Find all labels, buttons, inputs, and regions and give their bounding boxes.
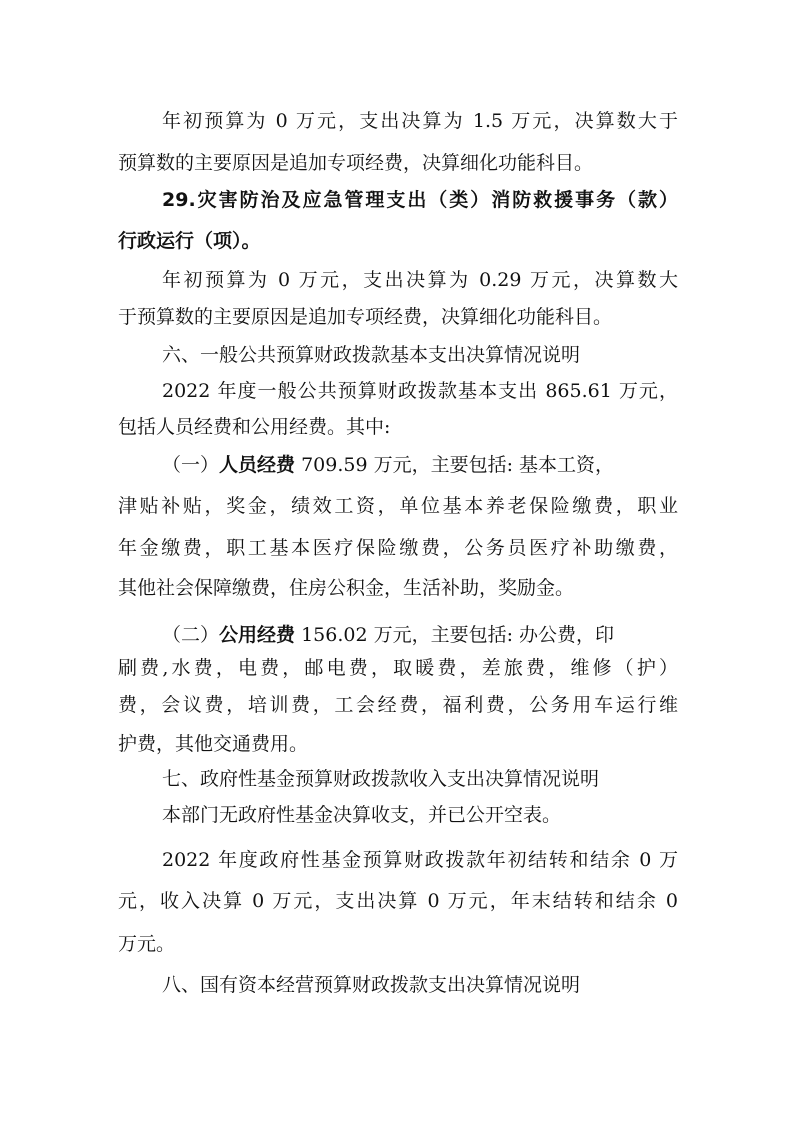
paragraph-line: 于预算数的主要原因是追加专项经费，决算细化功能科目。 [118,306,613,328]
section-heading: 六、一般公共预算财政拨款基本支出决算情况说明 [162,344,581,366]
personnel-expense-label: 人员经费 [219,454,296,476]
paragraph-line: 2022 年度政府性基金预算财政拨款年初结转和结余 0 万 [162,849,678,871]
paragraph-line: 年初预算为 0 万元，支出决算为 0.29 万元，决算数大 [162,269,678,291]
list-prefix: （一） [162,454,220,476]
paragraph-line: 刷费,水费，电费，邮电费，取暖费，差旅费，维修（护） [118,657,678,679]
paragraph-line: 元，收入决算 0 万元，支出决算 0 万元，年末结转和结余 0 [118,890,678,912]
paragraph-line: 预算数的主要原因是追加专项经费，决算细化功能科目。 [118,152,594,174]
paragraph-line: 津贴补贴，奖金，绩效工资，单位基本养老保险缴费，职业 [118,495,678,517]
section-heading: 八、国有资本经营预算财政拨款支出决算情况说明 [162,974,581,996]
list-prefix: （二） [162,624,220,646]
paragraph-line: 其他社会保障缴费，住房公积金，生活补助，奖励金。 [118,577,575,599]
paragraph-line: 年初预算为 0 万元，支出决算为 1.5 万元，决算数大于 [162,110,678,132]
public-expense-text: 156.02 万元，主要包括: 办公费，印 [295,624,615,646]
personnel-expense-line [162,453,678,477]
paragraph-line: 本部门无政府性基金决算收支，并已公开空表。 [162,804,562,826]
personnel-expense-text: 709.59 万元，主要包括: 基本工资， [295,454,615,476]
paragraph-line: 万元。 [118,933,176,955]
public-expense-line [162,623,678,647]
public-expense-label: 公用经费 [219,624,296,646]
paragraph-line: 护费，其他交通费用。 [118,733,309,755]
section-heading: 七、政府性基金预算财政拨款收入支出决算情况说明 [162,768,600,790]
paragraph-line: 2022 年度一般公共预算财政拨款基本支出 865.61 万元， [162,380,678,402]
paragraph-line: 年金缴费，职工基本医疗保险缴费，公务员医疗补助缴费， [118,537,678,559]
paragraph-line: 包括人员经费和公用经费。其中: [118,416,391,438]
item-heading: 29.灾害防治及应急管理支出（类）消防救援事务（款） [162,189,678,211]
item-heading: 行政运行（项）。 [118,230,261,252]
paragraph-line: 费，会议费，培训费，工会经费，福利费，公务用车运行维 [118,694,678,716]
